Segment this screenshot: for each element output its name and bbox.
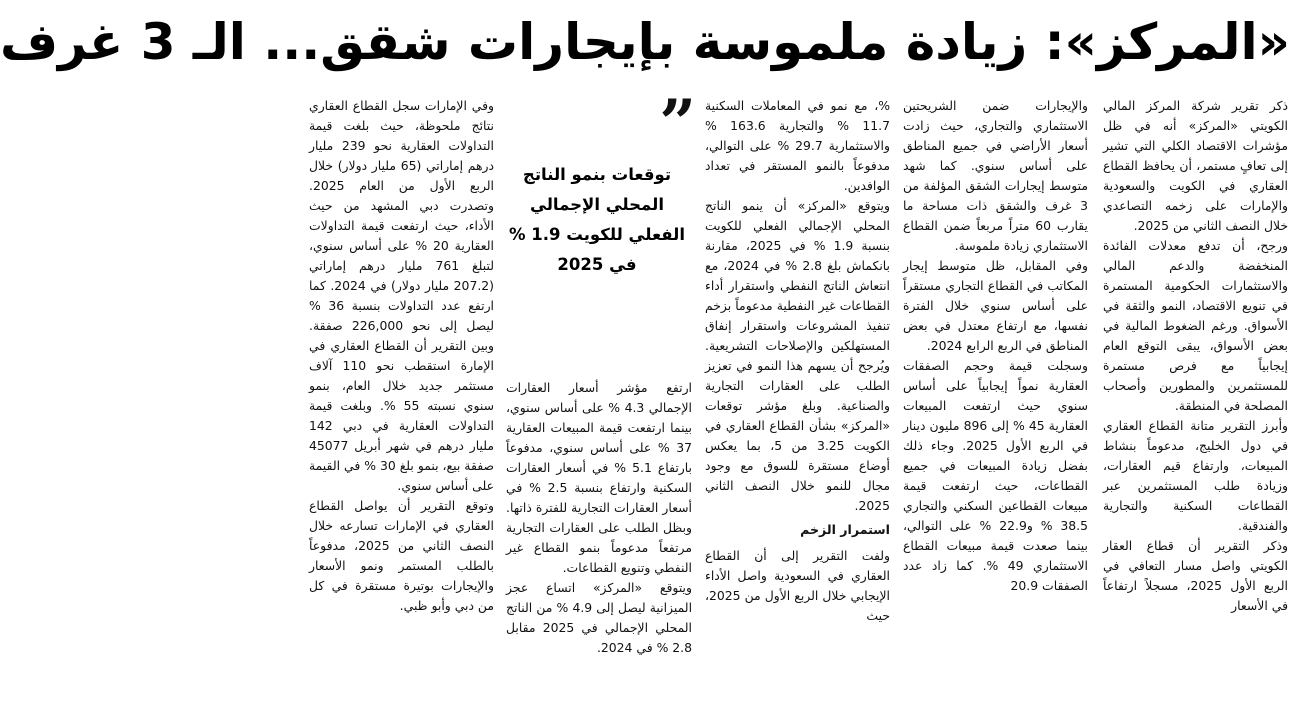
pull-quote: توقعات بنمو الناتج المحلي الإجمالي الفعلي للكويت 1.9 % في 2025 xyxy=(508,165,685,274)
paragraph: وفي الإمارات سجل القطاع العقاري نتائج ملحوظة، حيث بلغت قيمة التداولات العقارية نحو 239 مليار درهم إماراتي (65 مليار دولار) خلال الربع الأول من العام 2025. وتصدرت دبي المشهد من حيث الأداء، حيث ارتفعت قيمة التداولات العقارية 20 % على أساس سنوي، لتبلغ 761 مليار درهم إماراتي (207.2 مليار دولار) في 2024. كما ارتفع عدد التداولات بنسبة 36 % ليصل إلى نحو 226,000 صفقة. وبين التقرير أن القطاع العقاري في الإمارة استقطب نحو 110 آلاف مستثمر جديد خلال العام، بنمو سنوي نسبته 55 %. وبلغت قيمة التداولات العقارية في دبي 142 مليار درهم في شهر أبريل 45077 صفقة بيع، بنمو بلغ 30 % في القيمة على أساس سنوي. xyxy=(309,98,494,493)
paragraph: ورجح، أن تدفع معدلات الفائدة المنخفضة والدعم المالي والاستثمارات الحكومية المستمرة في تنويع الاقتصاد، النمو والثقة في الأسواق. ورغم الضغوط المالية في بعض الأسواق، يبقى التوقع العام إيجابياً مع فرص مستمرة للمستثمرين والمطورين وأصحاب المصلحة في المنطقة. xyxy=(1103,238,1288,413)
paragraph: ارتفع مؤشر أسعار العقارات الإجمالي 4.3 % على أساس سنوي، بينما ارتفعت قيمة المبيعات العقارية 37 % على أساس سنوي، مدفوعاً بارتفاع 5.1 % في أسعار العقارات السكنية وارتفاع بنسبة 2.5 % في أسعار العقارات التجارية للفترة ذاتها. وبظل الطلب على العقارات التجارية مرتفعاً مدعوماً بنمو القطاع غير النفطي وتنويع القطاعات. xyxy=(506,380,693,575)
article-headline: «المركز»: زيادة ملموسة بإيجارات شقق... الـ 3 غرف xyxy=(0,13,1290,71)
article-column-1 xyxy=(1103,96,1288,706)
paragraph: وفي المقابل، ظل متوسط إيجار المكاتب في القطاع التجاري مستقراً على أساس سنوي خلال الفترة نفسها، مع ارتفاع معتدل في بعض المناطق في الربع الرابع 2024. xyxy=(903,258,1088,353)
article-column-2 xyxy=(903,96,1088,706)
paragraph: وذكر التقرير أن قطاع العقار الكويتي واصل مسار التعافي في الربع الأول 2025، مسجلاً ارتفاعاً في الأسعار xyxy=(1103,538,1288,613)
paragraph: ولفت التقرير إلى أن القطاع العقاري في السعودية واصل الأداء الإيجابي خلال الربع الأول من 2025، حيث xyxy=(705,548,890,623)
quote-mark-icon: ” xyxy=(659,86,696,161)
paragraph: وسجلت قيمة وحجم الصفقات العقارية نمواً إيجابياً على أساس سنوي حيث ارتفعت المبيعات العقارية 45 % إلى 896 مليون دينار في الربع الأول 2025. وجاء ذلك بفضل زيادة المبيعات في جميع القطاعات، حيث ارتفعت قيمة مبيعات القطاعين السكني والتجاري 38.5 % و22.9 % على التوالي، بينما صعدت قيمة مبيعات القطاع الاستثماري 49 %. كما زاد عدد الصفقات 20.9 xyxy=(903,358,1088,593)
paragraph: والإيجارات ضمن الشريحتين الاستثماري والتجاري، حيث زادت أسعار الأراضي في جميع المناطق على أساس سنوي. كما شهد متوسط إيجارات الشقق المؤلفة من 3 غرف والشقق ذات مساحة ما يقارب 60 متراً مربعاً ضمن القطاع الاستثماري زيادة ملموسة. xyxy=(903,98,1088,253)
article-column-3 xyxy=(705,96,890,706)
article-column-5 xyxy=(309,96,494,706)
paragraph: وأبرز التقرير متانة القطاع العقاري في دول الخليج، مدعوماً بنشاط المبيعات، وارتفاع قيم العقارات، وزيادة طلب المستثمرين عبر القطاعات السكنية والتجارية والفندقية. xyxy=(1103,418,1288,533)
article-column-4 xyxy=(506,378,692,706)
paragraph: %، مع نمو في المعاملات السكنية 11.7 % والتجارية 163.6 % والاستثمارية 29.7 % على التوالي، مدفوعاً بالنمو المستقر في تعداد الوافدين. xyxy=(705,98,890,193)
paragraph: وتوقع التقرير أن يواصل القطاع العقاري في الإمارات تسارعه خلال النصف الثاني من 2025، مدفوعاً بالطلب المستمر ونمو الأسعار والإيجارات بوتيرة مستقرة في كل من دبي وأبو ظبي. xyxy=(309,498,494,613)
paragraph: ذكر تقرير شركة المركز المالي الكويتي «المركز» أنه في ظل مؤشرات الاقتصاد الكلي التي تشير إلى تعافٍ مستمر، أن يحافظ القطاع العقاري في الكويت والسعودية والإمارات على زخمه التصاعدي خلال النصف الثاني من 2025. xyxy=(1103,98,1288,233)
section-subheading: استمرار الزخم xyxy=(800,522,890,537)
paragraph: ويتوقع «المركز» اتساع عجز الميزانية ليصل إلى 4.9 % من الناتج المحلي الإجمالي في 2025 مقابل 2.8 % في 2024. xyxy=(506,580,693,655)
paragraph: ويتوقع «المركز» أن ينمو الناتج المحلي الإجمالي الفعلي للكويت بنسبة 1.9 % في 2025، مقارنة بانكماش بلغ 2.8 % في 2024، مع انتعاش الناتج النفطي واستقرار أداء القطاعات غير النفطية مدعوماً بزخم تنفيذ المشروعات واستقرار إنفاق المستهلكين والإصلاحات التشريعية. ويُرجح أن يسهم هذا النمو في تعزيز الطلب على العقارات التجارية والصناعية. وبلغ مؤشر توقعات «المركز» بشأن القطاع العقاري في الكويت 3.25 من 5، بما يعكس أوضاع مستقرة للسوق مع وجود مجال للنمو خلال النصف الثاني 2025. xyxy=(705,198,891,513)
